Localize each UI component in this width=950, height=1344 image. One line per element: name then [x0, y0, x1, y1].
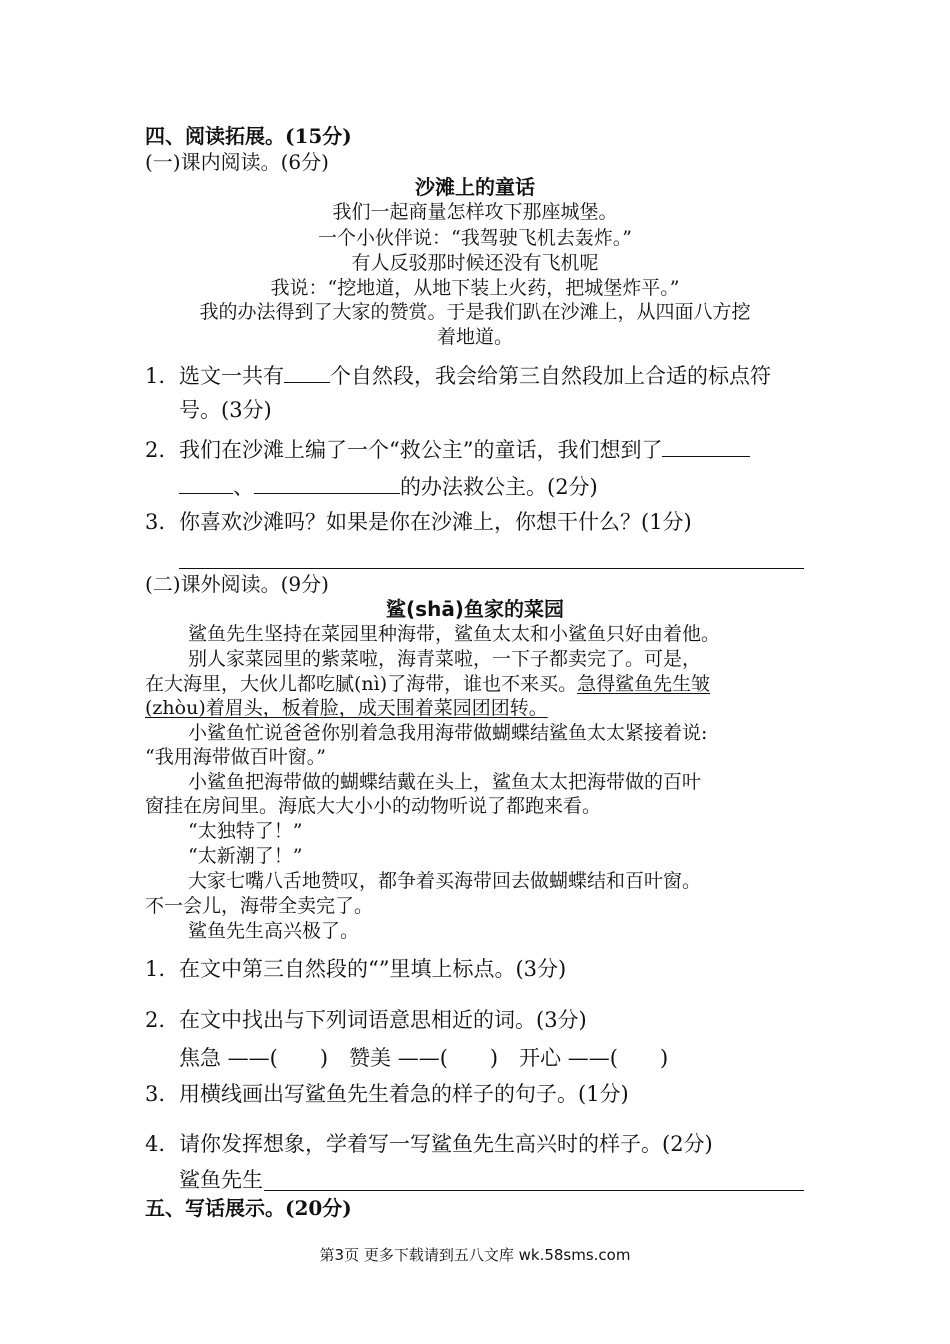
section-4-title: 四、阅读拓展。(15分) [145, 124, 352, 148]
story-2-line: 小鲨鱼忙说爸爸你别着急我用海带做蝴蝶结鲨鱼太太紧接着说: [188, 722, 708, 744]
story-1-line: 一个小伙伴说：“我驾驶飞机去轰炸。” [318, 227, 632, 249]
answer-prefix: 鲨鱼先生 [179, 1168, 263, 1192]
p2-question-1 [145, 959, 566, 980]
story-1-line: 着地道。 [436, 326, 513, 348]
answer-blank[interactable] [179, 475, 233, 494]
story-1-line: 我说：“挖地道，从地下装上火药，把城堡炸平。” [270, 277, 680, 299]
question-text: 、 [233, 475, 254, 499]
underlined-sentence: (zhòu)着眉头，板着脸，成天围着菜园团团转。 [145, 697, 548, 719]
answer-line[interactable] [264, 1190, 804, 1191]
question-text: 的办法救公主。(2分) [400, 475, 598, 499]
question-text: 我们在沙滩上编了一个“救公主”的童话，我们想到了 [179, 438, 663, 462]
answer-blank[interactable] [284, 364, 330, 383]
p2-question-3 [145, 1084, 629, 1105]
story-2-line: 小鲨鱼把海带做的蝴蝶结戴在头上，鲨鱼太太把海带做的百叶 [188, 771, 702, 793]
question-number: 1. [145, 957, 166, 981]
question-number: 3. [145, 510, 166, 534]
question-text: 你喜欢沙滩吗？如果是你在沙滩上，你想干什么？(1分) [179, 510, 692, 534]
question-text: 请你发挥想象，学着写一写鲨鱼先生高兴时的样子。(2分) [179, 1132, 713, 1156]
synonym-blanks[interactable]: 焦急 ——( ) 赞美 ——( ) 开心 ——( ) [179, 1046, 669, 1070]
story-2-line: “我用海带做百叶窗。” [145, 746, 326, 768]
question-2 [145, 438, 750, 461]
story-1-title: 沙滩上的童话 [415, 175, 535, 199]
question-number: 3. [145, 1082, 166, 1106]
section-5-title: 五、写话展示。(20分) [145, 1196, 352, 1220]
question-text: 用横线画出写鲨鱼先生着急的样子的句子。(1分) [179, 1082, 629, 1106]
story-2-line: 别人家菜园里的紫菜啦，海青菜啦，一下子都卖完了。可是， [188, 648, 702, 670]
question-text: 选文一共有 [179, 364, 284, 388]
question-3 [145, 512, 692, 533]
story-2-line: 鲨鱼先生高兴极了。 [188, 920, 360, 942]
answer-blank[interactable] [662, 438, 750, 457]
question-number: 4. [145, 1132, 166, 1156]
question-text: 个自然段，我会给第三自然段加上合适的标点符 [330, 364, 771, 388]
question-text: 在文中第三自然段的“”里填上标点。(3分) [179, 957, 567, 981]
answer-line[interactable] [179, 568, 804, 569]
question-number: 2. [145, 1008, 166, 1032]
story-2-line: 不一会儿，海带全卖完了。 [145, 895, 374, 917]
answer-blank[interactable] [254, 475, 400, 494]
story-2-line: 鲨鱼先生坚持在菜园里种海带，鲨鱼太太和小鲨鱼只好由着他。 [188, 623, 721, 645]
story-2-line: “太新潮了！” [188, 845, 303, 867]
part-1-title: (一)课内阅读。(6分) [145, 150, 329, 174]
question-1-cont: 号。(3分) [179, 398, 272, 422]
part-2-title: (二)课外阅读。(9分) [145, 572, 329, 596]
question-number: 1. [145, 364, 166, 388]
question-2-cont [179, 475, 598, 498]
story-2-line [145, 675, 710, 694]
page-footer: 第3页 更多下载请到五八文库 wk.58sms.com [319, 1246, 631, 1264]
underlined-sentence: 急得鲨鱼先生皱 [577, 673, 711, 695]
story-2-title: 鲨(shā)鱼家的菜园 [386, 597, 564, 621]
question-text: 在文中找出与下列词语意思相近的词。(3分) [179, 1008, 587, 1032]
story-1-line: 我们一起商量怎样攻下那座城堡。 [332, 201, 618, 223]
story-2-line: 大家七嘴八舌地赞叹，都争着买海带回去做蝴蝶结和百叶窗。 [188, 870, 702, 892]
p2-question-2 [145, 1010, 587, 1031]
story-1-line: 我的办法得到了大家的赞赏。于是我们趴在沙滩上，从四面八方挖 [199, 301, 751, 323]
question-1 [145, 364, 771, 387]
story-1-line: 有人反驳那时候还没有飞机呢 [351, 252, 599, 274]
question-number: 2. [145, 438, 166, 462]
p2-question-4 [145, 1134, 713, 1155]
story-2-text: 在大海里，大伙儿都吃腻(nì)了海带，谁也不来买。 [145, 673, 578, 695]
story-2-line: “太独特了！” [188, 820, 303, 842]
story-2-line: 窗挂在房间里。海底大大小小的动物听说了都跑来看。 [145, 795, 602, 817]
